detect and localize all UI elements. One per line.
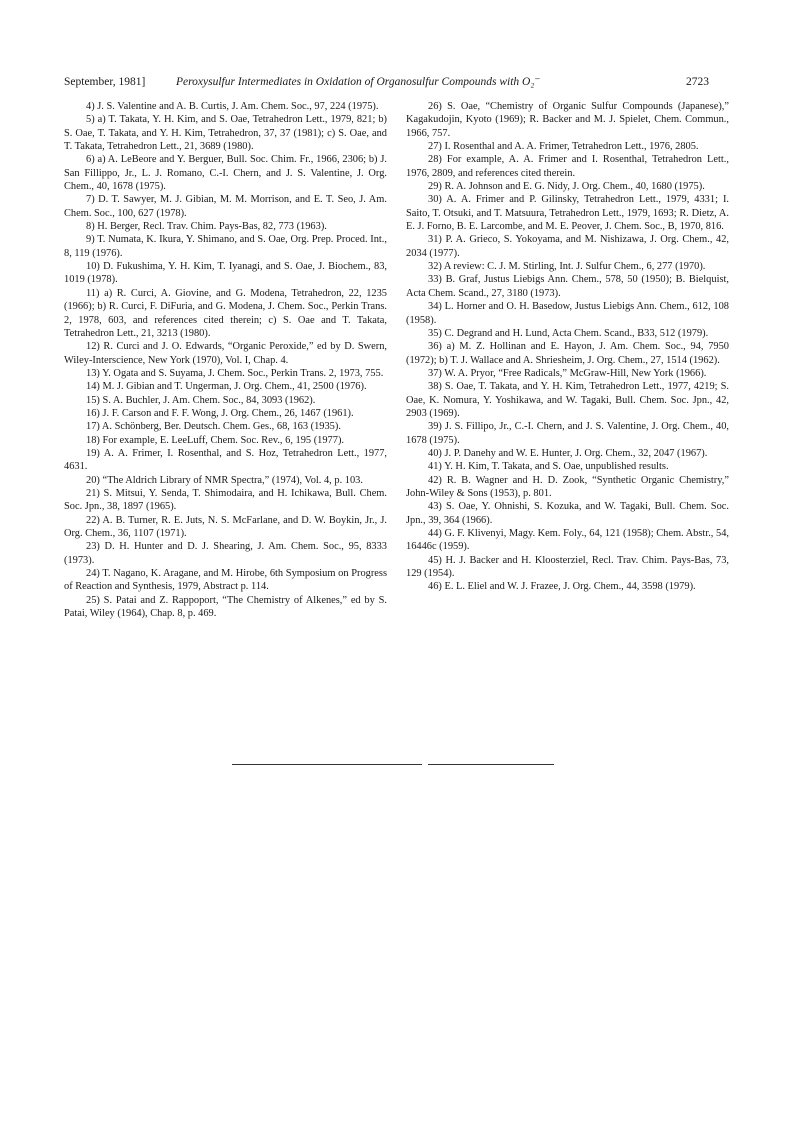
reference-entry: [64, 447, 387, 474]
reference-number: 11): [86, 287, 100, 299]
reference-number: 7): [86, 194, 95, 206]
reference-entry: [64, 594, 387, 621]
reference-number: 37): [428, 367, 442, 379]
reference-entry: [64, 153, 387, 193]
reference-entry: [406, 193, 729, 233]
reference-entry: [406, 580, 729, 593]
reference-number: 28): [428, 154, 442, 166]
reference-text: A. Schönberg, Ber. Deutsch. Chem. Ges., 68, 163 (1935).: [101, 421, 341, 433]
reference-number: 6): [86, 154, 95, 166]
reference-text: A. A. Frimer and P. Gilinsky, Tetrahedron Lett., 1979, 4331; I. Saito, T. Otsuki, and T. Matsuura, Tetrahedron Lett., 1979, 1693; R. Dietz, A. E. J. Forno, B. E. Larcombe, and M. E. Peover, J. Chem. Soc., B, 1970, 816.: [406, 194, 730, 233]
reference-text: S. Patai and Z. Rappoport, “The Chemistry of Alkenes,” ed by S. Patai, Wiley (1964), Chap. 8, p. 469.: [64, 594, 387, 620]
reference-entry: [64, 487, 387, 514]
reference-number: 10): [86, 261, 100, 273]
reference-number: 44): [428, 528, 442, 539]
reference-text: I. Rosenthal and A. A. Frimer, Tetrahedron Lett., 1976, 2805.: [444, 141, 699, 153]
reference-text: B. Graf, Justus Liebigs Ann. Chem., 578, 50 (1950); B. Bielquist, Acta Chem. Scand., 27, 3180 (1973).: [406, 274, 729, 299]
reference-number: 19): [86, 447, 100, 459]
reference-number: 45): [428, 554, 442, 566]
reference-number: 23): [86, 541, 100, 553]
header-date: September, 1981]: [64, 76, 146, 88]
reference-entry: [406, 233, 729, 260]
reference-entry: [64, 407, 387, 420]
reference-entry: [406, 180, 729, 193]
end-rule-left: [232, 764, 422, 765]
reference-number: 32): [428, 261, 442, 273]
running-header: [64, 74, 709, 90]
reference-entry: [64, 567, 387, 594]
reference-number: 29): [428, 181, 442, 193]
reference-text: Y. H. Kim, T. Takata, and S. Oae, unpublished results.: [444, 461, 669, 473]
reference-text: E. L. Eliel and W. J. Frazee, J. Org. Chem., 44, 3598 (1979).: [444, 581, 696, 593]
reference-number: 13): [86, 367, 100, 379]
reference-number: 41): [428, 461, 442, 473]
reference-number: 30): [428, 194, 442, 206]
reference-text: M. J. Gibian and T. Ungerman, J. Org. Chem., 41, 2500 (1976).: [102, 381, 367, 393]
reference-entry: [406, 153, 729, 180]
reference-text: R. Curci and J. O. Edwards, “Organic Peroxide,” ed by D. Swern, Wiley-Interscience, New York (1970), Vol. I, Chap. 4.: [64, 341, 387, 366]
reference-text: a) A. LeBeore and Y. Berguer, Bull. Soc. Chim. Fr., 1966, 2306; b) J. San Fillippo, Jr., L. J. Romano, C.-I. Chern, and J. S. Valentine, J. Org. Chem., 40, 1678 (1975).: [64, 154, 387, 193]
reference-entry: [64, 394, 387, 407]
reference-number: 33): [428, 274, 442, 286]
reference-entry: [64, 193, 387, 220]
reference-number: 36): [428, 341, 442, 353]
reference-number: 17): [86, 421, 100, 433]
reference-entry: [406, 380, 729, 420]
reference-text: H. Berger, Recl. Trav. Chim. Pays-Bas, 82, 773 (1963).: [97, 221, 327, 233]
reference-text: a) T. Takata, Y. H. Kim, and S. Oae, Tetrahedron Lett., 1979, 821; b) S. Oae, T. Takata, and Y. H. Kim, Tetrahedron, 37, 37 (1981); c) S. Oae, and T. Takata, Tetrahedron Lett., 21, 3689 (1980).: [64, 114, 387, 153]
reference-text: Y. Ogata and S. Suyama, J. Chem. Soc., Perkin Trans. 2, 1973, 755.: [102, 367, 384, 379]
reference-entry: [406, 420, 729, 447]
reference-number: 24): [86, 568, 100, 580]
reference-entry: [64, 287, 387, 340]
reference-number: 34): [428, 301, 442, 313]
reference-entry: [64, 100, 387, 113]
reference-entry: [406, 100, 729, 140]
reference-entry: [406, 447, 729, 460]
reference-text: S. Oae, “Chemistry of Organic Sulfur Compounds (Japanese),” Kagakudojin, Kyoto (1969); R. Backer and M. J. Spielet, Chem. Commun., 1966, 757.: [406, 101, 729, 139]
reference-text: S. Oae, Y. Ohnishi, S. Kozuka, and W. Tagaki, Bull. Chem. Soc. Jpn., 39, 364 (1966).: [406, 501, 729, 526]
reference-text: J. S. Fillipo, Jr., C.-I. Chern, and J. S. Valentine, J. Org. Chem., 40, 1678 (1975).: [406, 421, 729, 446]
reference-entry: [406, 273, 729, 300]
reference-entry: [406, 327, 729, 340]
reference-number: 39): [428, 421, 442, 433]
reference-number: 16): [86, 407, 100, 419]
reference-number: 4): [86, 101, 95, 112]
reference-text: R. A. Johnson and E. G. Nidy, J. Org. Chem., 40, 1680 (1975).: [444, 181, 705, 193]
reference-text: C. Degrand and H. Lund, Acta Chem. Scand., B33, 512 (1979).: [444, 327, 709, 339]
end-rule-right: [428, 764, 554, 765]
reference-number: 31): [428, 234, 442, 246]
reference-text: S. A. Buchler, J. Am. Chem. Soc., 84, 3093 (1962).: [102, 394, 316, 406]
reference-text: S. Oae, T. Takata, and Y. H. Kim, Tetrahedron Lett., 1977, 4219; S. Oae, K. Nomura, Y. Yoshikawa, and W. Tagaki, Bull. Chem. Soc. Jpn., 42, 2903 (1969).: [406, 381, 729, 419]
reference-entry: [406, 474, 729, 501]
reference-entry: [406, 300, 729, 327]
reference-entry: [406, 500, 729, 527]
reference-number: 38): [428, 381, 442, 393]
reference-number: 9): [86, 234, 95, 246]
reference-entry: [406, 527, 729, 554]
reference-text: “The Aldrich Library of NMR Spectra,” (1974), Vol. 4, p. 103.: [102, 474, 363, 486]
reference-text: D. H. Hunter and D. J. Shearing, J. Am. Chem. Soc., 95, 8333 (1973).: [64, 541, 387, 566]
reference-number: 21): [86, 487, 100, 499]
reference-text: H. J. Backer and H. Kloosterziel, Recl. Trav. Chim. Pays-Bas, 73, 129 (1954).: [406, 554, 729, 580]
reference-entry: [64, 113, 387, 153]
reference-number: 20): [86, 474, 100, 486]
reference-number: 25): [86, 594, 100, 606]
reference-text: L. Horner and O. H. Basedow, Justus Liebigs Ann. Chem., 612, 108 (1958).: [406, 301, 729, 326]
reference-entry: [406, 140, 729, 153]
reference-entry: [406, 340, 729, 367]
reference-entry: [64, 380, 387, 393]
reference-entry: [64, 474, 387, 487]
reference-entry: [406, 460, 729, 473]
reference-number: 5): [86, 114, 95, 126]
reference-text: J. P. Danehy and W. E. Hunter, J. Org. Chem., 32, 2047 (1967).: [444, 447, 708, 459]
reference-number: 26): [428, 101, 442, 112]
reference-text: A. B. Turner, R. E. Juts, N. S. McFarlane, and D. W. Boykin, Jr., J. Org. Chem., 36, 1107 (1971).: [64, 514, 387, 539]
reference-entry: [64, 367, 387, 380]
reference-number: 35): [428, 327, 442, 339]
header-title: Peroxysulfur Intermediates in Oxidation of Organosulfur Compounds with O₂⁻: [176, 76, 541, 88]
reference-number: 42): [428, 474, 442, 486]
reference-number: 43): [428, 501, 442, 513]
reference-entry: [64, 540, 387, 567]
reference-number: 46): [428, 581, 442, 593]
page-number: 2723: [686, 76, 709, 88]
reference-number: 18): [86, 434, 100, 446]
reference-entry: [64, 260, 387, 287]
reference-number: 27): [428, 141, 442, 153]
reference-entry: [406, 367, 729, 380]
reference-text: D. T. Sawyer, M. J. Gibian, M. M. Morrison, and E. T. Seo, J. Am. Chem. Soc., 100, 627 (1978).: [64, 194, 387, 219]
reference-text: J. S. Valentine and A. B. Curtis, J. Am. Chem. Soc., 97, 224 (1975).: [97, 101, 379, 112]
reference-text: A. A. Frimer, I. Rosenthal, and S. Hoz, Tetrahedron Lett., 1977, 4631.: [64, 447, 388, 473]
reference-text: W. A. Pryor, “Free Radicals,” McGraw-Hill, New York (1966).: [444, 367, 707, 379]
references-right-column: [406, 100, 729, 594]
reference-entry: [64, 220, 387, 233]
reference-entry: [64, 233, 387, 260]
reference-text: G. F. Klivenyi, Magy. Kem. Foly., 64, 121 (1958); Chem. Abstr., 54, 16446c (1959).: [406, 528, 729, 553]
reference-number: 14): [86, 381, 100, 393]
reference-number: 12): [86, 341, 100, 353]
reference-text: D. Fukushima, Y. H. Kim, T. Iyanagi, and S. Oae, J. Biochem., 83, 1019 (1978).: [64, 261, 387, 286]
reference-entry: [64, 434, 387, 447]
references-left-column: [64, 100, 387, 620]
reference-entry: [64, 514, 387, 541]
reference-text: A review: C. J. M. Stirling, Int. J. Sulfur Chem., 6, 277 (1970).: [443, 261, 706, 273]
reference-number: 15): [86, 394, 100, 406]
reference-text: P. A. Grieco, S. Yokoyama, and M. Nishizawa, J. Org. Chem., 42, 2034 (1977).: [406, 234, 729, 259]
reference-text: T. Nagano, K. Aragane, and M. Hirobe, 6th Symposium on Progress of Reaction and Synthesis, 1979, Abstract p. 114.: [64, 568, 387, 593]
reference-text: R. B. Wagner and H. D. Zook, “Synthetic Organic Chemistry,” John-Wiley & Sons (1953), p. 801.: [406, 474, 729, 499]
reference-text: J. F. Carson and F. F. Wong, J. Org. Chem., 26, 1467 (1961).: [102, 407, 354, 419]
reference-entry: [64, 420, 387, 433]
reference-entry: [406, 554, 729, 581]
reference-text: For example, E. LeeLuff, Chem. Soc. Rev., 6, 195 (1977).: [102, 434, 344, 446]
reference-entry: [64, 340, 387, 367]
reference-number: 40): [428, 447, 442, 459]
reference-text: S. Mitsui, Y. Senda, T. Shimodaira, and H. Ichikawa, Bull. Chem. Soc. Jpn., 38, 1897 (1965).: [64, 487, 387, 513]
reference-text: a) M. Z. Hollinan and E. Hayon, J. Am. Chem. Soc., 94, 7950 (1972); b) T. J. Wallace and A. Shriesheim, J. Org. Chem., 27, 1514 (1962).: [406, 341, 729, 366]
reference-text: For example, A. A. Frimer and I. Rosenthal, Tetrahedron Lett., 1976, 2809, and references cited therein.: [406, 154, 729, 179]
reference-text: T. Numata, K. Ikura, Y. Shimano, and S. Oae, Org. Prep. Proced. Int., 8, 119 (1976).: [64, 234, 387, 259]
reference-entry: [406, 260, 729, 273]
reference-number: 22): [86, 514, 100, 526]
reference-number: 8): [86, 221, 95, 233]
reference-text: a) R. Curci, A. Giovine, and G. Modena, Tetrahedron, 22, 1235 (1966); b) R. Curci, F. DiFuria, and G. Modena, J. Chem. Soc., Perkin Trans. 2, 1978, 603, and references cited therein; c) S. Oae and T. Takata, Tetrahedron Lett., 21, 3213 (1980).: [64, 287, 387, 339]
